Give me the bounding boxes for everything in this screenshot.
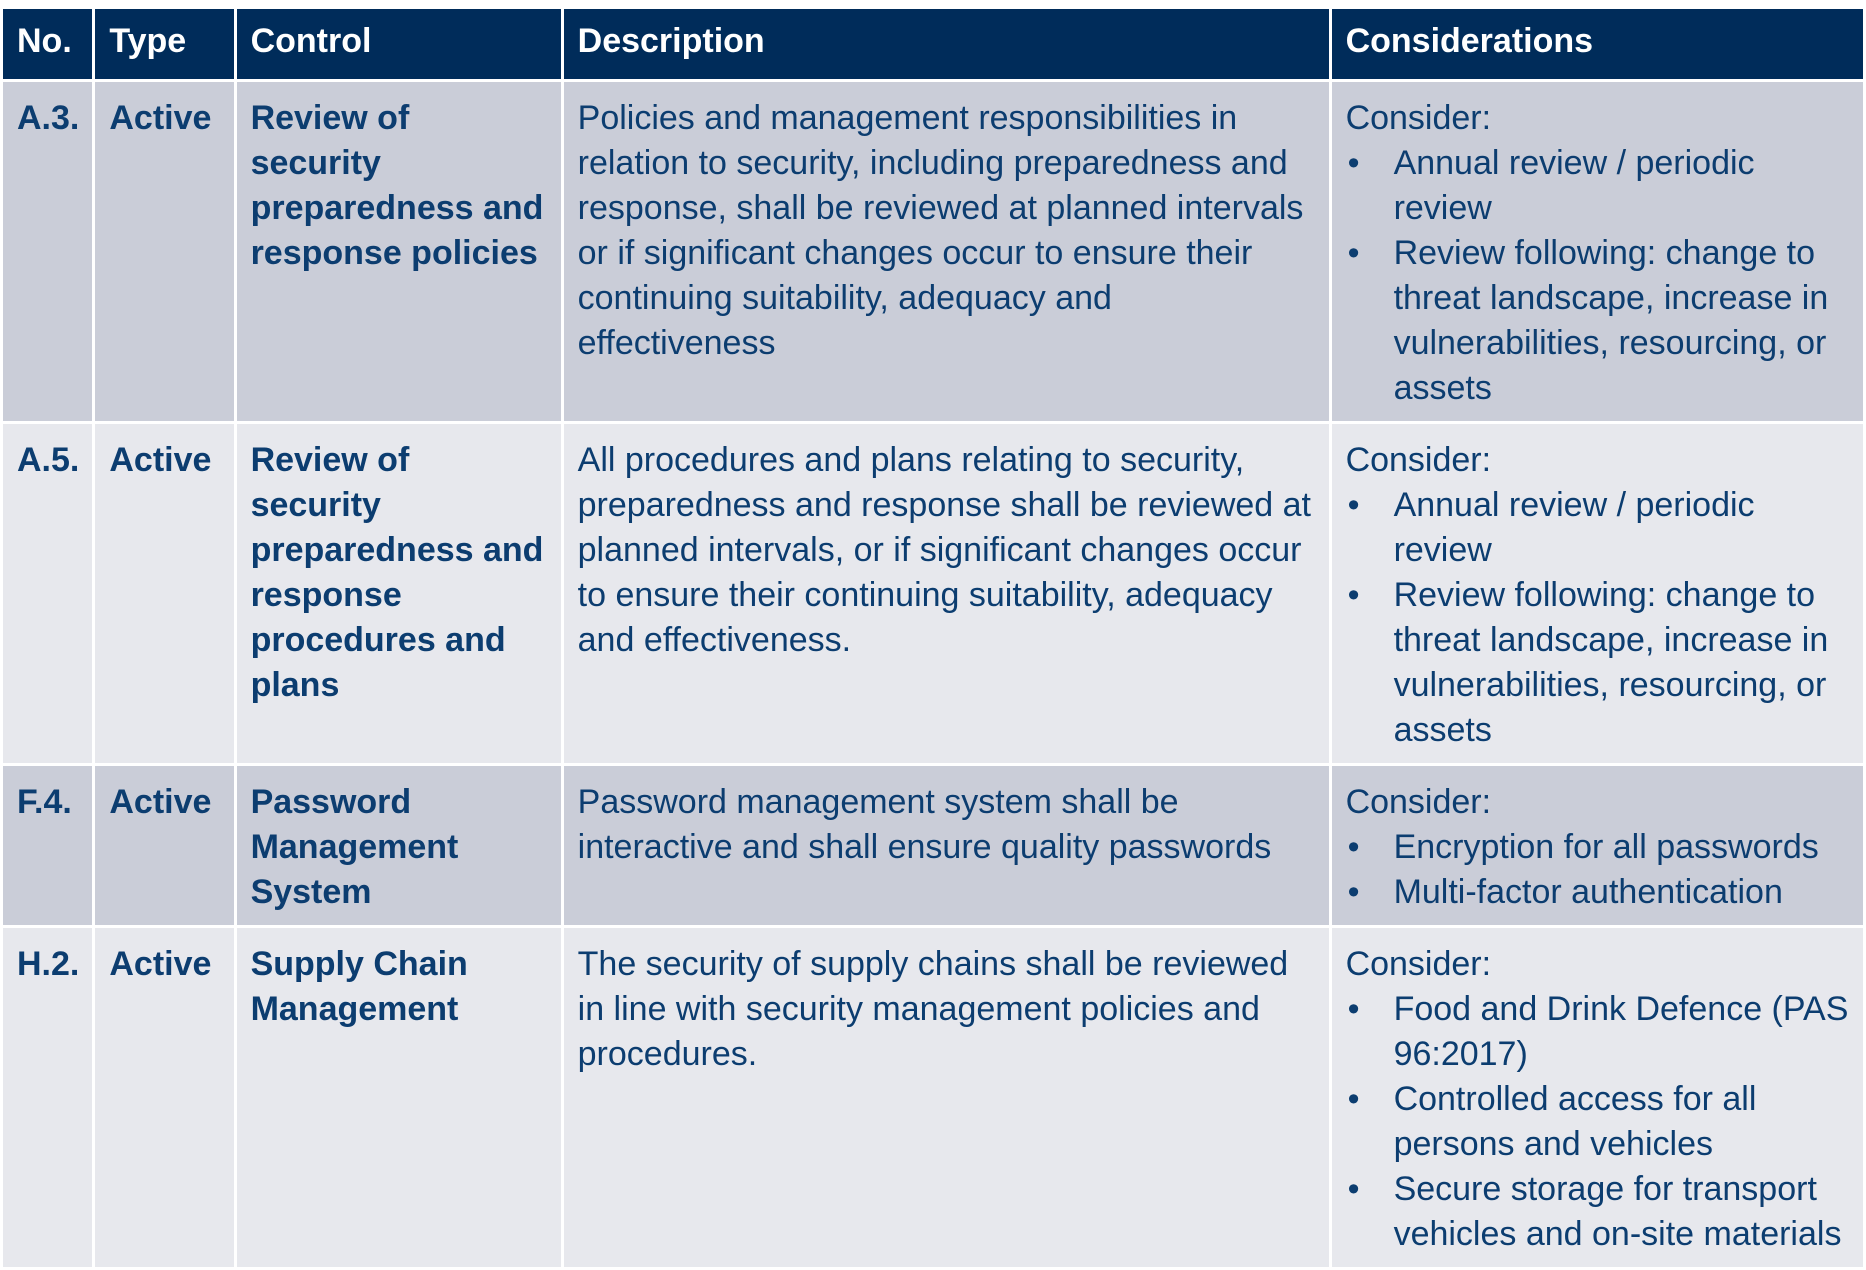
list-item [1346,573,1849,753]
row-considerations [1332,82,1863,421]
list-item [1346,870,1849,915]
considerations-list [1346,483,1849,753]
header-type: Type [95,9,233,79]
list-item-text: Annual review / periodic review [1393,486,1755,569]
list-item [1346,483,1849,573]
header-no: No. [3,9,92,79]
row-considerations [1332,424,1863,763]
considerations-lead: Consider: [1345,441,1492,479]
row-description: Policies and management responsibilities in relation to security, including preparedness and response, shall be reviewed at planned intervals or if significant changes occur to ensure their continuing suitability, adequacy and effectiveness [564,82,1329,421]
table-row [3,928,1863,1267]
list-item-text: Encryption for all passwords [1393,828,1819,866]
header-description: Description [564,9,1329,79]
row-type: Active [95,424,233,763]
list-item [1346,987,1849,1077]
row-description: All procedures and plans relating to security, preparedness and response shall be reviewed at planned intervals, or if significant changes occur to ensure their continuing suitability, adequacy and effectiveness. [564,424,1329,763]
row-number: H.2. [3,928,92,1267]
considerations-list [1346,141,1849,411]
row-considerations [1332,928,1863,1267]
table-row [3,82,1863,421]
table-row [3,424,1863,763]
bullet-icon: • [1347,990,1360,1028]
row-control: Supply Chain Management [237,928,561,1267]
bullet-icon: • [1347,1170,1360,1208]
row-control: Review of security preparedness and response procedures and plans [237,424,561,763]
list-item-text: Review following: change to threat landscape, increase in vulnerabilities, resourcing, or assets [1393,234,1829,407]
bullet-icon: • [1347,576,1360,614]
row-type: Active [95,766,233,925]
row-number: A.3. [3,82,92,421]
list-item [1346,141,1849,231]
controls-table [0,6,1866,1270]
table-header-row [3,9,1863,79]
list-item-text: Secure storage for transport vehicles and on-site materials [1393,1170,1842,1253]
bullet-icon: • [1347,873,1360,911]
list-item-text: Review following: change to threat landscape, increase in vulnerabilities, resourcing, or assets [1393,576,1829,749]
row-control: Password Management System [237,766,561,925]
bullet-icon: • [1347,486,1360,524]
bullet-icon: • [1347,144,1360,182]
list-item-text: Multi-factor authentication [1393,873,1783,911]
row-control: Review of security preparedness and response policies [237,82,561,421]
list-item-text: Annual review / periodic review [1393,144,1755,227]
considerations-lead: Consider: [1345,99,1492,137]
table-row [3,766,1863,925]
row-type: Active [95,82,233,421]
list-item [1346,1077,1849,1167]
row-type: Active [95,928,233,1267]
header-considerations: Considerations [1332,9,1863,79]
list-item [1346,1167,1849,1257]
considerations-lead: Consider: [1345,783,1492,821]
considerations-list [1346,825,1849,915]
considerations-lead: Consider: [1345,945,1492,983]
row-considerations [1332,766,1863,925]
considerations-list [1346,987,1849,1257]
bullet-icon: • [1347,1080,1360,1118]
list-item-text: Food and Drink Defence (PAS 96:2017) [1393,990,1849,1073]
row-description: Password management system shall be interactive and shall ensure quality passwords [564,766,1329,925]
bullet-icon: • [1347,828,1360,866]
row-number: A.5. [3,424,92,763]
row-number: F.4. [3,766,92,925]
bullet-icon: • [1347,234,1360,272]
list-item [1346,231,1849,411]
list-item-text: Controlled access for all persons and vehicles [1393,1080,1757,1163]
list-item [1346,825,1849,870]
header-control: Control [237,9,561,79]
row-description: The security of supply chains shall be reviewed in line with security management policies and procedures. [564,928,1329,1267]
